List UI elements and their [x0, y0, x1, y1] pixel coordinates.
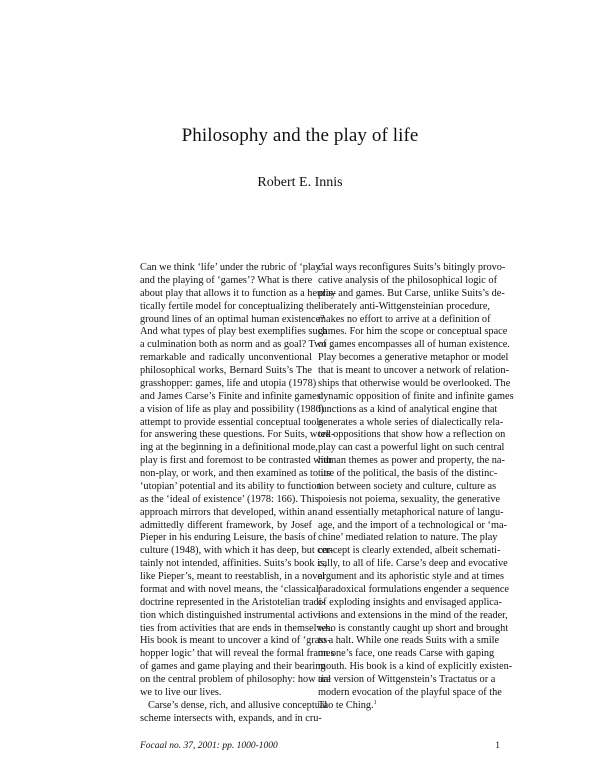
- text-line: tically fertile model for conceptualizing the: [140, 300, 319, 312]
- text-line: poiesis not poiema, sexuality, the generative: [318, 493, 501, 505]
- text-line: admittedly different framework, by Josef: [140, 519, 312, 531]
- text-line: age, and the import of a technological or ‘ma-: [318, 519, 507, 531]
- text-line: of exploding insights and envisaged applica-: [318, 596, 502, 608]
- text-line: doctrine represented in the Aristotelian tradi-: [140, 596, 325, 608]
- text-line: paradoxical formulations engender a sequence: [318, 583, 509, 595]
- text-line: makes no effort to arrive at a definition of: [318, 313, 491, 325]
- text-column-left: [140, 262, 336, 726]
- text-line: philosophical works, Bernard Suits’s The: [140, 365, 312, 376]
- text-line: of games and game playing and their bearing: [140, 661, 326, 673]
- text-line-paragraph-end: [318, 700, 490, 713]
- text-line: concept is clearly extended, albeit schemati-: [318, 545, 501, 557]
- text-line: remarkable and radically unconventional: [140, 352, 312, 364]
- text-line: on the central problem of philosophy: how are: [140, 674, 331, 685]
- text-line: cative analysis of the philosophical logic of: [318, 274, 498, 286]
- text-line: play is first and foremost to be contrasted with: [140, 455, 332, 467]
- text-line: and essentially metaphorical nature of langu-: [318, 506, 504, 518]
- text-line: And what types of play best exemplifies such: [140, 326, 328, 338]
- text-line: human themes as power and property, the na-: [318, 455, 505, 467]
- text-line: that is meant to uncover a network of relation-: [318, 365, 510, 376]
- text-line: ted oppositions that show how a reflection on: [318, 429, 506, 441]
- article-title: Philosophy and the play of life: [181, 125, 419, 146]
- text-line: functions as a kind of analytical engine that: [318, 403, 498, 415]
- text-line: scheme intersects with, expands, and in cru-: [140, 712, 322, 724]
- text-line: and the playing of ‘games’? What is there: [140, 274, 313, 286]
- text-line: play and games. But Carse, unlike Suits’s de-: [318, 287, 505, 299]
- text-line: Pieper in his enduring Leisure, the basis of: [140, 532, 317, 544]
- text-line: for answering these questions. For Suits, work-: [140, 429, 335, 441]
- text-line: cally, to all of life. Carse’s deep and evocative: [318, 558, 508, 570]
- text-line: ing at the beginning in a definitional mode,: [140, 442, 318, 454]
- text-line: games. For him the scope or conceptual space: [318, 326, 508, 338]
- text-line: His book is meant to uncover a kind of ‘grass-: [140, 635, 331, 647]
- text-line: grasshopper: games, life and utopia (1978): [140, 377, 317, 389]
- text-line: and James Carse’s Finite and infinite games:: [140, 390, 324, 402]
- text-line: Can we think ‘life’ under the rubric of ‘play’: [140, 262, 324, 273]
- text-line: as the ‘ideal of existence’ (1978: 166). This: [140, 493, 319, 505]
- journal-citation: Focaal no. 37, 2001: pp. 1000-1000: [140, 741, 278, 751]
- text-line: ture of the political, the basis of the distinc-: [318, 468, 498, 479]
- text-line: who is constantly caught up short and brought: [318, 622, 509, 634]
- text-line: liberately anti-Wittgensteinian procedure,: [318, 300, 490, 312]
- final-line-text: Tao te Ching.: [318, 699, 374, 711]
- text-line-paragraph-start: Carse’s dense, rich, and allusive conceptual: [148, 699, 328, 711]
- text-line: like Pieper’s, meant to reestablish, in a novel: [140, 571, 325, 582]
- text-line: ground lines of an optimal human existence?: [140, 313, 325, 325]
- text-line: attempt to provide essential conceptual tools: [140, 416, 324, 428]
- page-number: 1: [495, 741, 500, 751]
- text-line: of games encompasses all of human existence.: [318, 339, 510, 351]
- text-line: a vision of life as play and possibility (1986): [140, 403, 325, 415]
- text-line: dynamic opposition of finite and infinite games: [318, 390, 514, 402]
- text-line: mouth. His book is a kind of explicitly existen-: [318, 661, 513, 673]
- text-line: tial version of Wittgenstein’s Tractatus or a: [318, 674, 496, 685]
- text-line: ‘utopian’ potential and its ability to function: [140, 480, 322, 492]
- text-line: generates a whole series of dialectically rela-: [318, 416, 504, 428]
- text-line: approach mirrors that developed, within an: [140, 506, 318, 518]
- text-line: about play that allows it to function as a heuris-: [140, 287, 336, 299]
- text-line: hopper logic’ that will reveal the formal frames: [140, 648, 335, 660]
- text-line: culture (1948), with which it has deep, but cer-: [140, 545, 334, 557]
- text-line: tion between society and culture, culture as: [318, 480, 497, 492]
- text-line: tainly not intended, affinities. Suits’s book is,: [140, 558, 327, 570]
- text-line: play can cast a powerful light on such central: [318, 442, 505, 454]
- text-line: Play becomes a generative metaphor or model: [318, 352, 509, 364]
- text-line: tions and extensions in the mind of the reader,: [318, 609, 508, 621]
- footnote-marker[interactable]: 1: [373, 699, 377, 706]
- text-line: format and with novel means, the ‘classical’: [140, 583, 323, 595]
- text-line: ships that otherwise would be overlooked. The: [318, 377, 511, 389]
- text-line: cial ways reconfigures Suits’s bitingly provo-: [318, 262, 506, 273]
- text-line: chine’ mediated relation to nature. The play: [318, 532, 498, 544]
- text-line: ties from activities that are ends in themselves.: [140, 622, 333, 634]
- page-footer: [140, 741, 500, 751]
- text-line: to a halt. While one reads Suits with a smile: [318, 635, 500, 647]
- text-line: a culmination both as norm and as goal? Two: [140, 339, 327, 351]
- text-line: argument and its aphoristic style and at times: [318, 571, 504, 582]
- text-column-right: [318, 262, 514, 713]
- text-line: on one’s face, one reads Carse with gaping: [318, 648, 495, 660]
- article-author: Robert E. Innis: [257, 175, 343, 190]
- text-line-paragraph-end: we to live our lives.: [140, 686, 222, 698]
- text-line: tion which distinguished instrumental activi-: [140, 609, 325, 621]
- text-line: non-play, or work, and then examined as to its: [140, 468, 331, 479]
- text-line: modern evocation of the playful space of the: [318, 686, 502, 698]
